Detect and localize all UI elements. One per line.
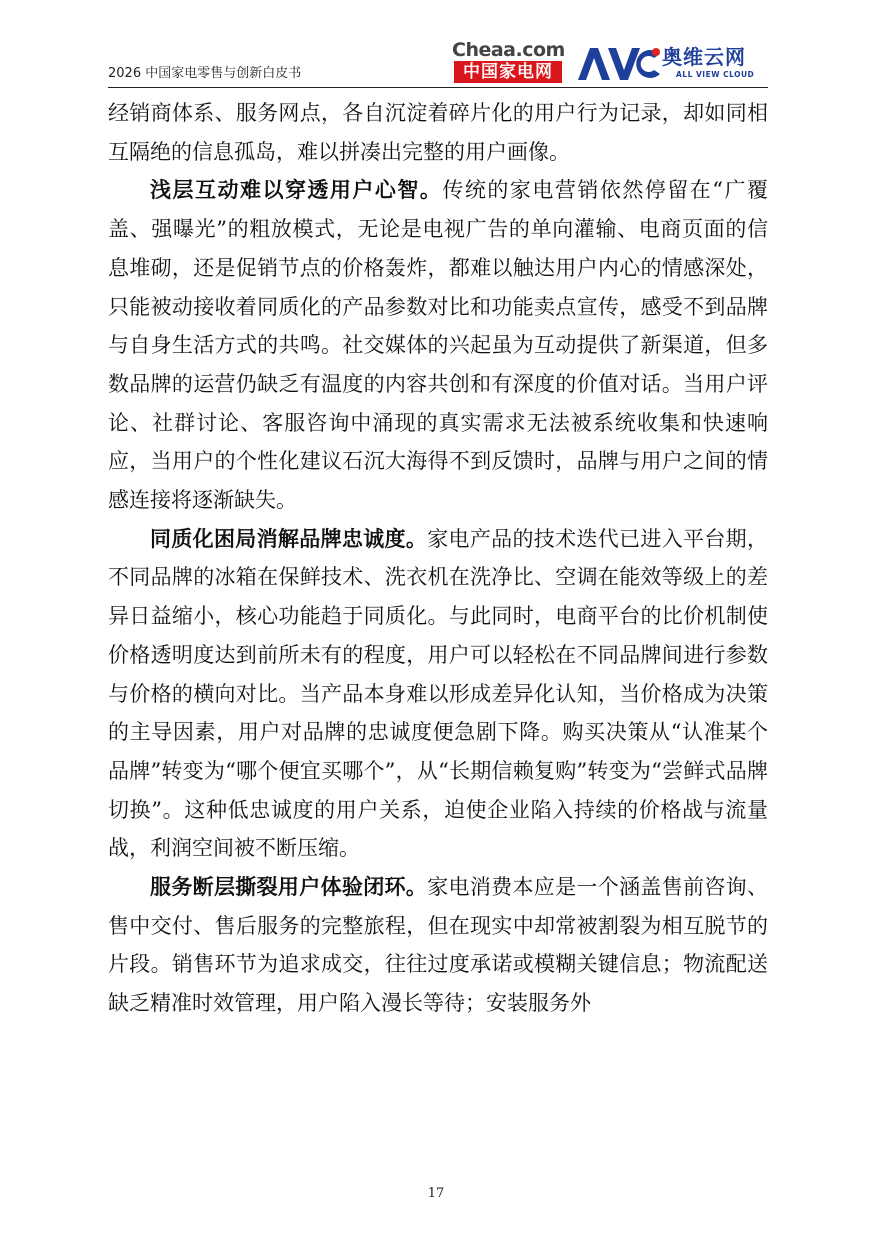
paragraph-homogenization [108,520,768,868]
paragraph-text: 传统的家电营销依然停留在“广覆盖、强曝光”的粗放模式，无论是电视广告的单向灌输、电商页面的信息堆砌，还是促销节点的价格轰炸，都难以触达用户内心的情感深处，只能被动接收着同质化的产品参数对比和功能卖点宣传，感受不到品牌与自身生活方式的共鸣。社交媒体的兴起虽为互动提供了新渠道，但多数品牌的运营仍缺乏有温度的内容共创和有深度的价值对话。当用户评论、社群讨论、客服咨询中涌现的真实需求无法被系统收集和快速响应，当用户的个性化建议石沉大海得不到反馈时，品牌与用户之间的情感连接将逐渐缺失。 [108,178,768,513]
avc-logo-letter-a [578,48,610,80]
paragraph-service-gap [108,868,768,1023]
avc-logo-mark [576,44,664,84]
paragraph-text: 家电产品的技术迭代已进入平台期，不同品牌的冰箱在保鲜技术、洗衣机在洗净比、空调在能效等级上的差异日益缩小，核心功能趋于同质化。与此同时，电商平台的比价机制使价格透明度达到前所未有的程度，用户可以轻松在不同品牌间进行参数与价格的横向对比。当产品本身难以形成差异化认知，当价格成为决策的主导因素，用户对品牌的忠诚度便急剧下降。购买决策从“认准某个品牌”转变为“哪个便宜买哪个”，从“长期信赖复购”转变为“尝鲜式品牌切换”。这种低忠诚度的用户关系，迫使企业陷入持续的价格战与流量战，利润空间被不断压缩。 [108,526,769,861]
paragraph-shallow-interaction [108,171,768,519]
paragraph-text: 经销商体系、服务网点，各自沉淀着碎片化的用户行为记录，却如同相互隔绝的信息孤岛，难以拼凑出完整的用户画像。 [108,101,768,164]
paragraph-lead: 浅层互动难以穿透用户心智。 [150,177,443,203]
cheaa-logo [452,40,564,84]
paragraph-continuation [108,94,768,171]
avc-logo-english: ALL VIEW CLOUD [676,70,755,79]
paragraph-lead: 同质化困局消解品牌忠诚度。 [150,525,428,551]
avc-logo [576,44,776,86]
paragraph-text: 家电消费本应是一个涵盖售前咨询、售中交付、售后服务的完整旅程，但在现实中却常被割裂为相互脱节的片段。销售环节为追求成交，往往过度承诺或模糊关键信息；物流配送缺乏精准时效管理，用户陷入漫长等待；安装服务外 [108,875,769,1016]
cheaa-logo-wordmark: Cheaa.com [452,39,565,61]
page-header [0,0,872,92]
avc-logo-letter-v [608,48,640,80]
body-text [108,94,768,1023]
avc-logo-red-dot [652,48,660,56]
avc-logo-chinese: 奥维云网 [662,45,746,69]
cheaa-logo-chinese: 中国家电网 [454,61,562,83]
header-rule [108,87,768,88]
header-title: 2026 中国家电零售与创新白皮书 [108,66,302,81]
paragraph-lead: 服务断层撕裂用户体验闭环。 [150,874,428,900]
page-number: 17 [427,1186,445,1201]
